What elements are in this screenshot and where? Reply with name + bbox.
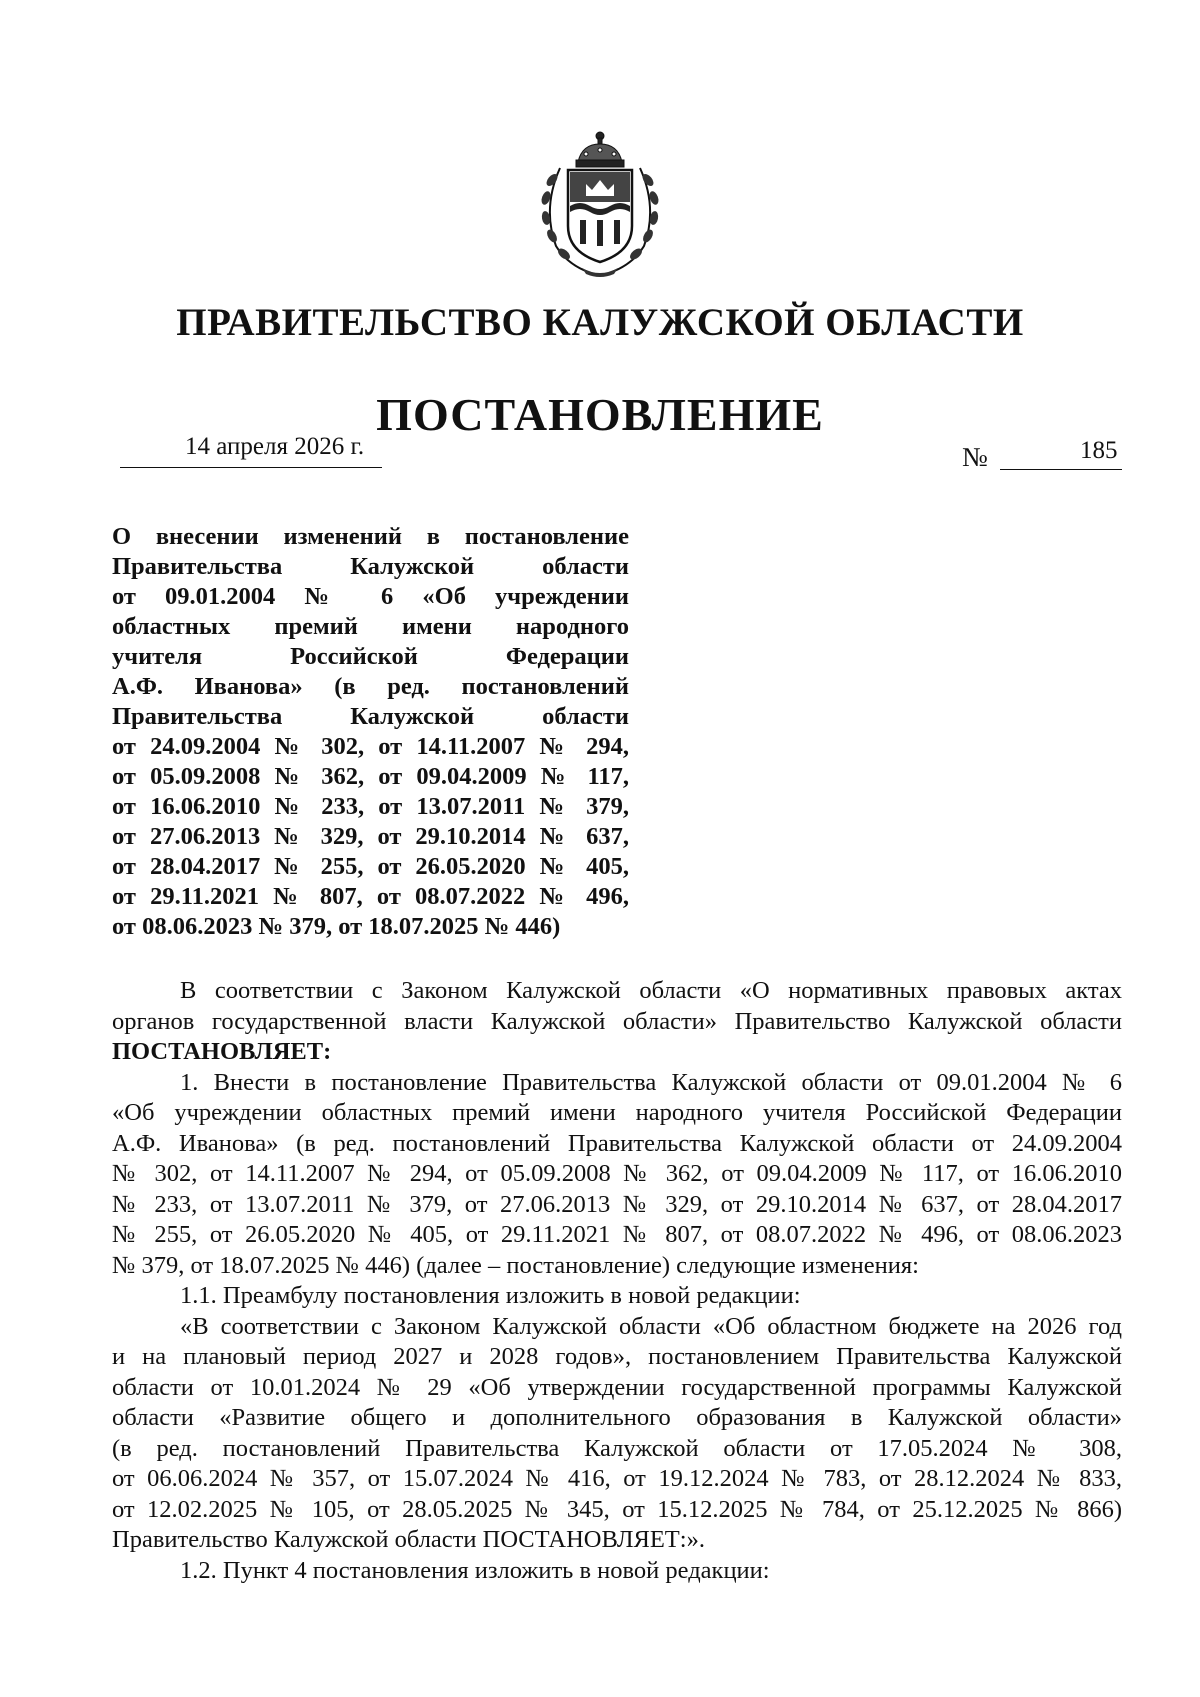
subject-line: учителя Российской Федерации — [112, 643, 629, 670]
quote-line: от 06.06.2024 № 357, от 15.07.2024 № 416, от 19.12.2024 № 783, от 28.12.2024 № 833, — [112, 1465, 1122, 1492]
item-1-1: 1.1. Преамбулу постановления изложить в новой редакции: — [180, 1282, 801, 1309]
subject-line: А.Ф. Иванова» (в ред. постановлений — [112, 673, 629, 700]
quote-line: (в ред. постановлений Правительства Калужской области от 17.05.2024 № 308, — [112, 1434, 1122, 1462]
document-date: 14 апреля 2026 г. — [185, 433, 365, 460]
subject-line: от 08.06.2023 № 379, от 18.07.2025 № 446) — [112, 913, 561, 940]
item-1-line: № 379, от 18.07.2025 № 446) (далее – постановление) следующие изменения: — [112, 1251, 919, 1279]
quote-line: «В соответствии с Законом Калужской области «Об областном бюджете на 2026 год — [180, 1312, 1122, 1340]
item-1-line: № 233, от 13.07.2011 № 379, от 27.06.2013 № 329, от 29.10.2014 № 637, от 28.04.2017 — [112, 1190, 1122, 1218]
item-1-line: № 255, от 26.05.2020 № 405, от 29.11.2021 № 807, от 08.07.2022 № 496, от 08.06.2023 — [112, 1221, 1122, 1248]
quote-line: области от 10.01.2024 № 29 «Об утверждении государственной программы Калужской — [112, 1373, 1122, 1401]
document-number: 185 — [1080, 437, 1118, 464]
subject-line: от 16.06.2010 № 233, от 13.07.2011 № 379, — [112, 793, 629, 820]
number-sign: № — [962, 442, 988, 472]
subject-line: областных премий имени народного — [112, 613, 629, 640]
quote-line: и на плановый период 2027 и 2028 годов», постановлением Правительства Калужской — [112, 1343, 1122, 1370]
resolves-heading: ПОСТАНОВЛЯЕТ: — [112, 1038, 332, 1065]
subject-line: от 05.09.2008 № 362, от 09.04.2009 № 117, — [112, 763, 629, 790]
item-1-line: А.Ф. Иванова» (в ред. постановлений Правительства Калужской области от 24.09.2004 — [112, 1129, 1122, 1157]
subject-line: от 09.01.2004 № 6 «Об учреждении — [112, 583, 629, 610]
subject-line: от 24.09.2004 № 302, от 14.11.2007 № 294, — [112, 733, 629, 760]
government-title: ПРАВИТЕЛЬСТВО КАЛУЖСКОЙ ОБЛАСТИ — [176, 301, 1024, 344]
document-type: ПОСТАНОВЛЕНИЕ — [376, 389, 824, 440]
subject-line: от 29.11.2021 № 807, от 08.07.2022 № 496, — [112, 883, 629, 910]
item-1-line: «Об учреждении областных премий имени народного учителя Российской Федерации — [112, 1099, 1122, 1126]
subject-line: Правительства Калужской области — [112, 553, 629, 580]
quote-line: Правительство Калужской области ПОСТАНОВЛЯЕТ:». — [112, 1526, 705, 1553]
item-1-line: № 302, от 14.11.2007 № 294, от 05.09.2008 № 362, от 09.04.2009 № 117, от 16.06.2010 — [112, 1160, 1122, 1187]
subject-line: Правительства Калужской области — [112, 703, 629, 730]
document-body — [112, 976, 1122, 1586]
quote-line: области «Развитие общего и дополнительного образования в Калужской области» — [112, 1404, 1122, 1431]
preamble-line: В соответствии с Законом Калужской области «О нормативных правовых актах — [180, 977, 1122, 1004]
quote-line: от 12.02.2025 № 105, от 28.05.2025 № 345, от 15.12.2025 № 784, от 25.12.2025 № 866) — [112, 1495, 1122, 1523]
coat-of-arms-emblem — [538, 128, 662, 278]
item-1-line: 1. Внести в постановление Правительства Калужской области от 09.01.2004 № 6 — [180, 1068, 1122, 1096]
document-subject — [112, 522, 629, 942]
subject-line: от 28.04.2017 № 255, от 26.05.2020 № 405, — [112, 853, 629, 880]
preamble-line: органов государственной власти Калужской области» Правительство Калужской области — [112, 1007, 1122, 1035]
item-1-2: 1.2. Пункт 4 постановления изложить в новой редакции: — [180, 1556, 770, 1584]
subject-line: от 27.06.2013 № 329, от 29.10.2014 № 637, — [112, 823, 629, 850]
subject-line: О внесении изменений в постановление — [112, 523, 629, 550]
